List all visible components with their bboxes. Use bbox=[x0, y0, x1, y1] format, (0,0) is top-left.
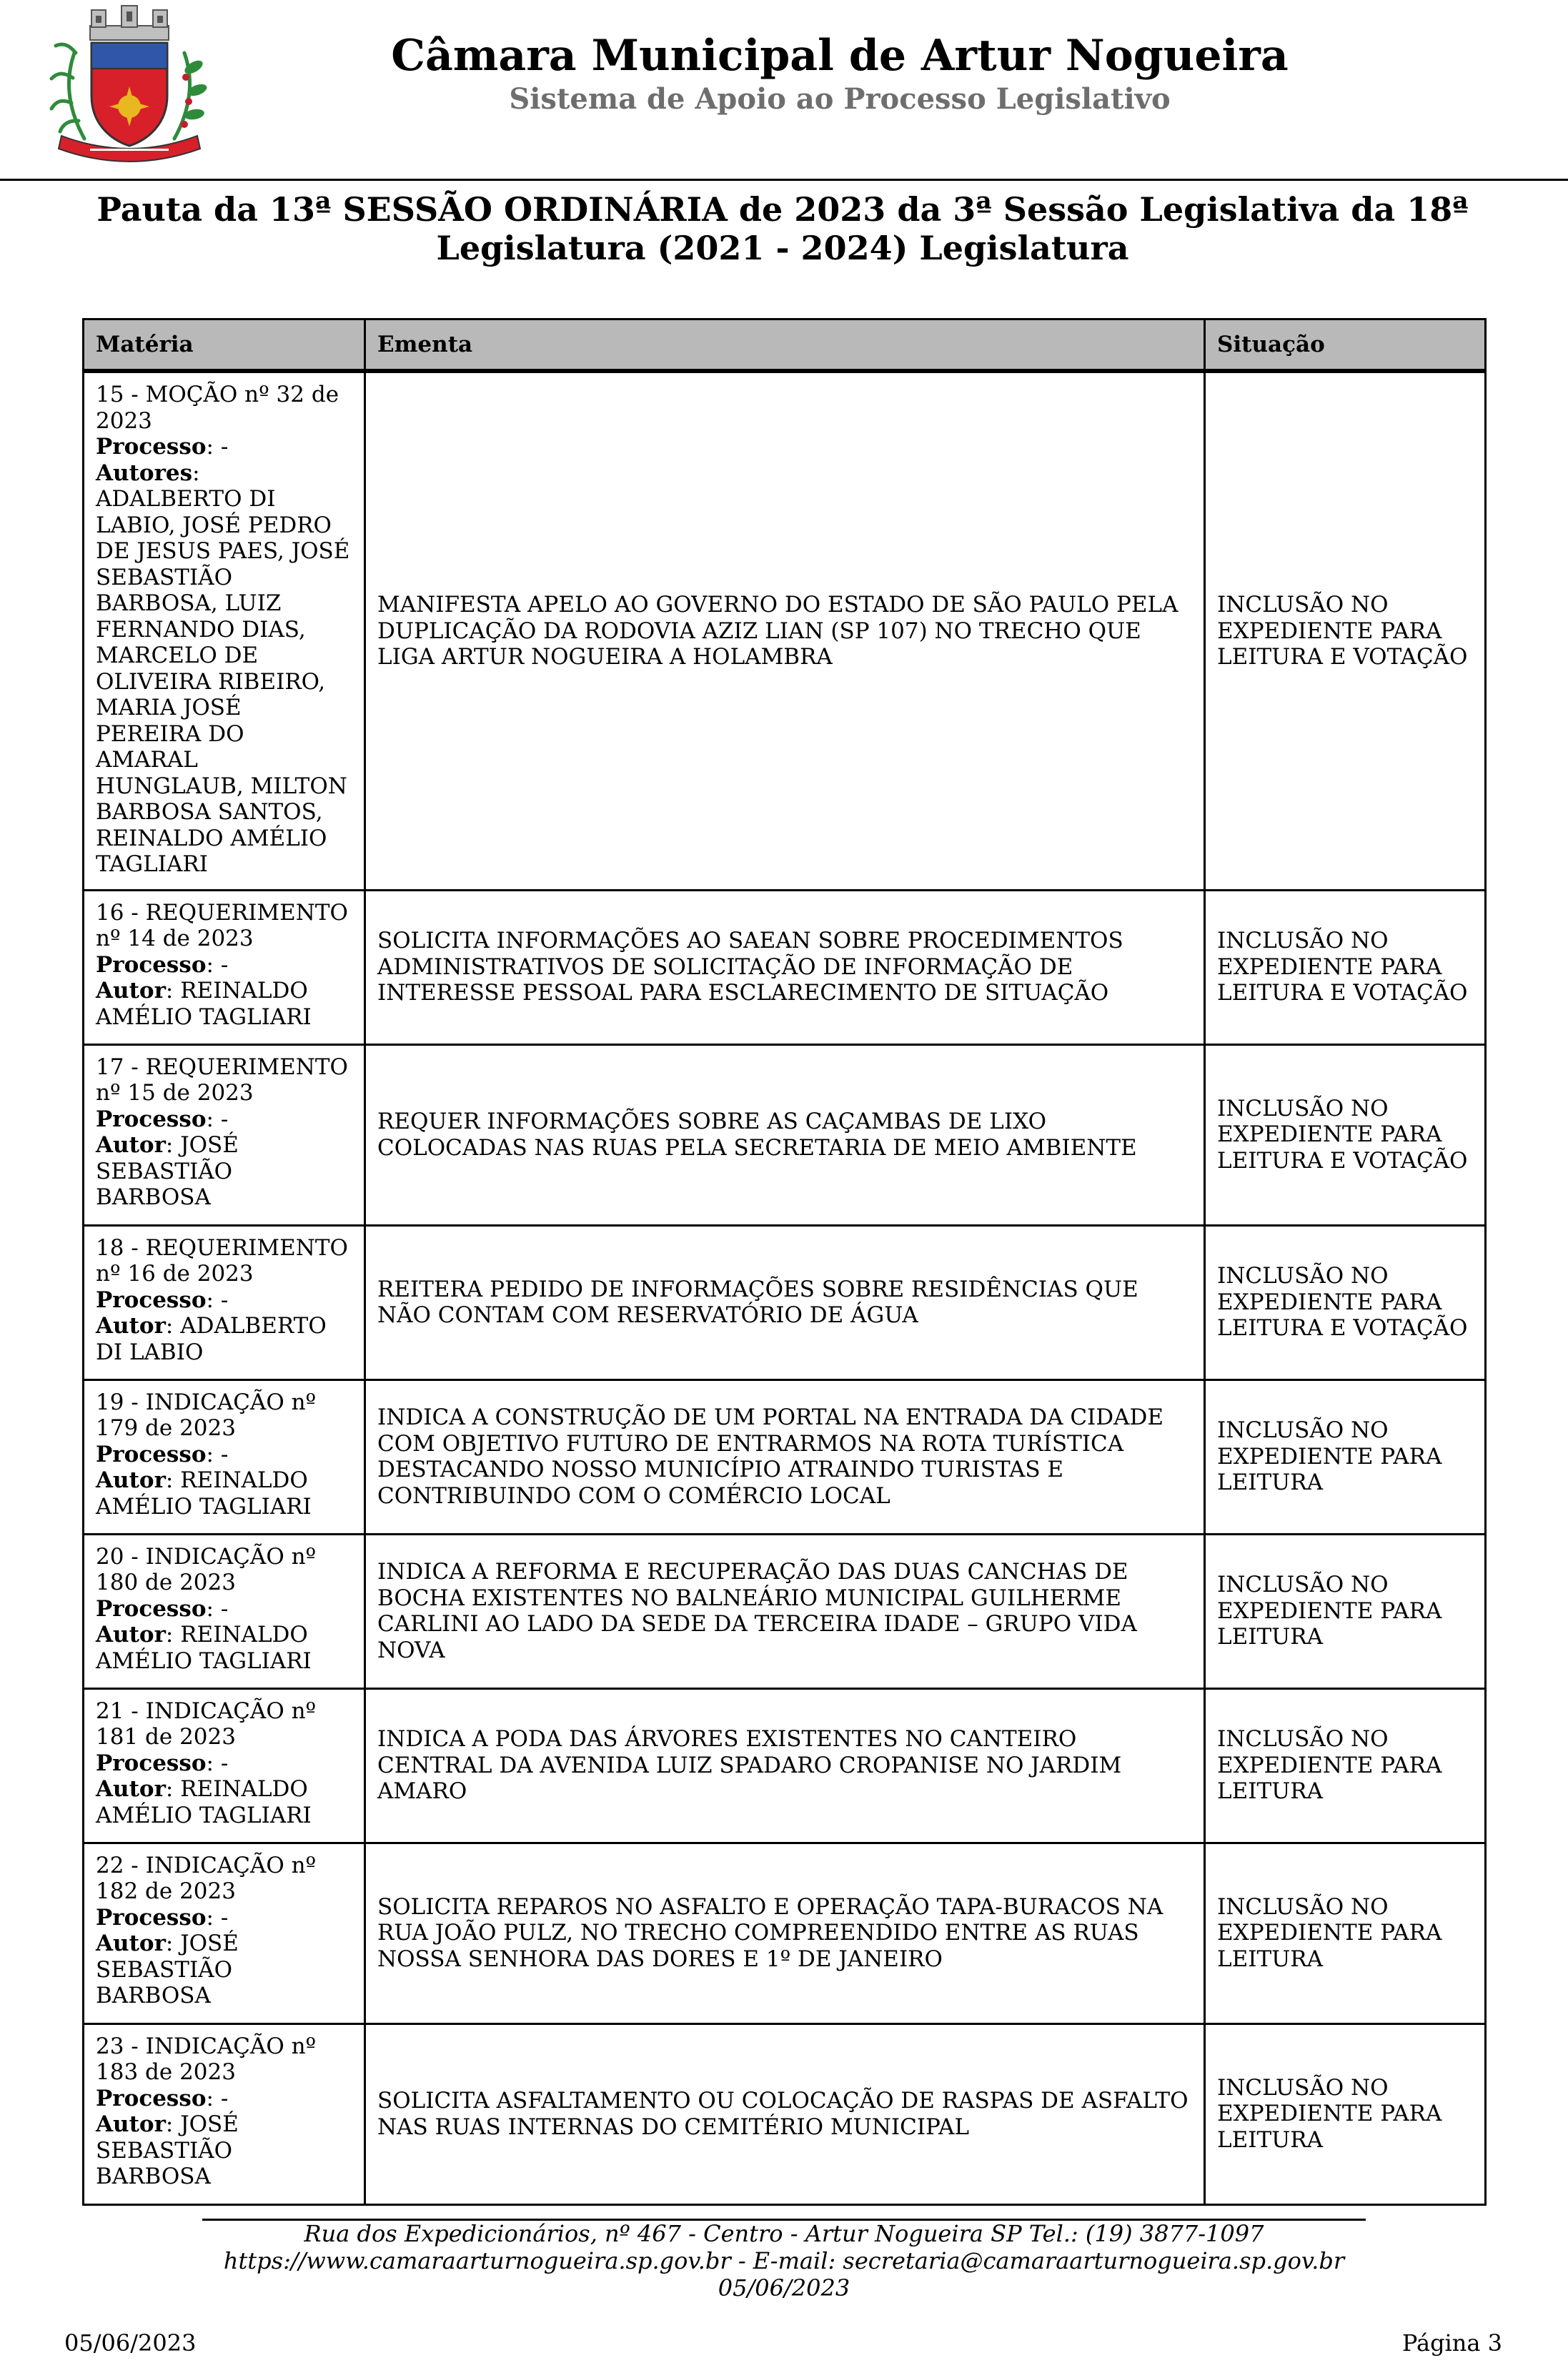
autor-label: Autor bbox=[96, 978, 166, 1004]
materia-title: 20 - INDICAÇÃO nº 180 de 2023 bbox=[96, 1543, 317, 1595]
materia-cell bbox=[84, 1534, 365, 1688]
table-row bbox=[84, 1225, 1486, 1379]
table-row bbox=[84, 1688, 1486, 1843]
table-row bbox=[84, 1843, 1486, 2023]
footer-address: Rua dos Expedicionários, nº 467 - Centro - Artur Nogueira SP Tel.: (19) 3877-1097 https://www.camaraarturnogueira.sp.gov.br - E-mail: secretaria@camaraarturnogueira.sp.gov.br 05/06/2023 bbox=[223, 2220, 1345, 2302]
materia-cell bbox=[84, 1044, 365, 1225]
table-row bbox=[84, 1044, 1486, 1225]
situacao-cell: INCLUSÃO NO EXPEDIENTE PARA LEITURA E VOTAÇÃO bbox=[1205, 890, 1486, 1044]
autor-label: Autor bbox=[96, 1467, 166, 1493]
autor-label: Autor bbox=[96, 1313, 166, 1339]
materia-cell bbox=[84, 1688, 365, 1843]
materia-title: 15 - MOÇÃO nº 32 de 2023 bbox=[96, 382, 339, 434]
municipal-coat-of-arms-icon bbox=[47, 3, 212, 169]
ementa-cell: SOLICITA REPAROS NO ASFALTO E OPERAÇÃO TAPA-BURACOS NA RUA JOÃO PULZ, NO TRECHO COMPREENDIDO ENTRE AS RUAS NOSSA SENHORA DAS DORES E 1º DE JANEIRO bbox=[365, 1843, 1205, 2023]
header-divider bbox=[0, 179, 1568, 181]
materia-cell bbox=[84, 1379, 365, 1534]
autor-value: : JOSÉ SEBASTIÃO BARBOSA bbox=[96, 1931, 239, 2008]
processo-label: Processo bbox=[96, 951, 207, 978]
situacao-cell: INCLUSÃO NO EXPEDIENTE PARA LEITURA E VOTAÇÃO bbox=[1205, 1044, 1486, 1225]
session-agenda-title: Pauta da 13ª SESSÃO ORDINÁRIA de 2023 da 3ª Sessão Legislativa da 18ª Legislatura (2021 - 2024) Legislatura bbox=[96, 190, 1469, 267]
autor-value: : REINALDO AMÉLIO TAGLIARI bbox=[96, 978, 312, 1030]
processo-label: Processo bbox=[96, 1106, 207, 1132]
situacao-cell: INCLUSÃO NO EXPEDIENTE PARA LEITURA bbox=[1205, 2023, 1486, 2204]
materia-title: 19 - INDICAÇÃO nº 179 de 2023 bbox=[96, 1389, 317, 1441]
situacao-cell: INCLUSÃO NO EXPEDIENTE PARA LEITURA bbox=[1205, 1534, 1486, 1688]
autor-value: : REINALDO AMÉLIO TAGLIARI bbox=[96, 1776, 312, 1828]
column-header-materia: Matéria bbox=[84, 319, 365, 372]
ementa-cell: INDICA A REFORMA E RECUPERAÇÃO DAS DUAS CANCHAS DE BOCHA EXISTENTES NO BALNEÁRIO MUNICIPAL GUILHERME CARLINI AO LADO DA SEDE DA TERCEIRA IDADE – GRUPO VIDA NOVA bbox=[365, 1534, 1205, 1688]
materia-title: 16 - REQUERIMENTO nº 14 de 2023 bbox=[96, 899, 348, 951]
processo-value: : - bbox=[206, 1287, 229, 1313]
processo-label: Processo bbox=[96, 1441, 207, 1467]
situacao-cell: INCLUSÃO NO EXPEDIENTE PARA LEITURA E VOTAÇÃO bbox=[1205, 371, 1486, 890]
situacao-cell: INCLUSÃO NO EXPEDIENTE PARA LEITURA bbox=[1205, 1379, 1486, 1534]
processo-label: Processo bbox=[96, 1595, 207, 1622]
ementa-cell: SOLICITA ASFALTAMENTO OU COLOCAÇÃO DE RASPAS DE ASFALTO NAS RUAS INTERNAS DO CEMITÉRIO MUNICIPAL bbox=[365, 2023, 1205, 2204]
materia-title: 21 - INDICAÇÃO nº 181 de 2023 bbox=[96, 1698, 317, 1750]
ementa-cell: SOLICITA INFORMAÇÕES AO SAEAN SOBRE PROCEDIMENTOS ADMINISTRATIVOS DE SOLICITAÇÃO DE INFORMAÇÃO DE INTERESSE PESSOAL PARA ESCLARECIMENTO DE SITUAÇÃO bbox=[365, 890, 1205, 1044]
organization-name: Câmara Municipal de Artur Nogueira bbox=[391, 31, 1289, 81]
materia-cell bbox=[84, 890, 365, 1044]
autor-label: Autor bbox=[96, 1776, 166, 1802]
situacao-cell: INCLUSÃO NO EXPEDIENTE PARA LEITURA bbox=[1205, 1688, 1486, 1843]
materia-title: 18 - REQUERIMENTO nº 16 de 2023 bbox=[96, 1234, 348, 1287]
processo-label: Processo bbox=[96, 1904, 207, 1931]
agenda-table bbox=[82, 318, 1487, 2206]
autor-label: Autor bbox=[96, 1132, 166, 1158]
autor-value: : JOSÉ SEBASTIÃO BARBOSA bbox=[96, 2111, 239, 2189]
system-subtitle: Sistema de Apoio ao Processo Legislativo bbox=[509, 82, 1171, 116]
column-header-ementa: Ementa bbox=[365, 319, 1205, 372]
processo-value: : - bbox=[206, 1595, 229, 1622]
processo-label: Processo bbox=[96, 1750, 207, 1776]
ementa-cell: INDICA A CONSTRUÇÃO DE UM PORTAL NA ENTRADA DA CIDADE COM OBJETIVO FUTURO DE ENTRARMOS NA ROTA TURÍSTICA DESTACANDO NOSSO MUNICÍPIO ATRAINDO TURISTAS E CONTRIBUINDO COM O COMÉRCIO LOCAL bbox=[365, 1379, 1205, 1534]
situacao-cell: INCLUSÃO NO EXPEDIENTE PARA LEITURA bbox=[1205, 1843, 1486, 2023]
ementa-cell: REQUER INFORMAÇÕES SOBRE AS CAÇAMBAS DE LIXO COLOCADAS NAS RUAS PELA SECRETARIA DE MEIO AMBIENTE bbox=[365, 1044, 1205, 1225]
column-header-situacao: Situação bbox=[1205, 319, 1486, 372]
materia-title: 17 - REQUERIMENTO nº 15 de 2023 bbox=[96, 1054, 348, 1106]
autor-value: : JOSÉ SEBASTIÃO BARBOSA bbox=[96, 1132, 239, 1210]
ementa-cell: MANIFESTA APELO AO GOVERNO DO ESTADO DE SÃO PAULO PELA DUPLICAÇÃO DA RODOVIA AZIZ LIAN (SP 107) NO TRECHO QUE LIGA ARTUR NOGUEIRA A HOLAMBRA bbox=[365, 371, 1205, 890]
document-header bbox=[0, 0, 1568, 180]
table-row bbox=[84, 1534, 1486, 1688]
autor-label: Autor bbox=[96, 2111, 166, 2137]
materia-cell bbox=[84, 371, 365, 890]
autor-value: : REINALDO AMÉLIO TAGLIARI bbox=[96, 1622, 312, 1674]
situacao-cell: INCLUSÃO NO EXPEDIENTE PARA LEITURA E VOTAÇÃO bbox=[1205, 1225, 1486, 1379]
processo-value: : - bbox=[206, 951, 229, 978]
ementa-cell: REITERA PEDIDO DE INFORMAÇÕES SOBRE RESIDÊNCIAS QUE NÃO CONTAM COM RESERVATÓRIO DE ÁGUA bbox=[365, 1225, 1205, 1379]
page-number: Página 3 bbox=[1401, 2329, 1502, 2357]
materia-cell bbox=[84, 1843, 365, 2023]
table-header-row bbox=[84, 319, 1486, 372]
processo-value: : - bbox=[206, 1904, 229, 1931]
materia-title: 23 - INDICAÇÃO nº 183 de 2023 bbox=[96, 2033, 317, 2085]
table-row bbox=[84, 890, 1486, 1044]
processo-label: Processo bbox=[96, 434, 207, 460]
autor-value: : ADALBERTO DI LABIO bbox=[96, 1313, 327, 1365]
processo-value: : - bbox=[206, 1750, 229, 1776]
autor-label: Autor bbox=[96, 1622, 166, 1648]
materia-cell bbox=[84, 2023, 365, 2204]
processo-label: Processo bbox=[96, 2085, 207, 2111]
table-row bbox=[84, 371, 1486, 890]
processo-value: : - bbox=[206, 1106, 229, 1132]
processo-value: : - bbox=[206, 2085, 229, 2111]
processo-label: Processo bbox=[96, 1287, 207, 1313]
autor-value: : ADALBERTO DI LABIO, JOSÉ PEDRO DE JESUS PAES, JOSÉ SEBASTIÃO BARBOSA, LUIZ FERNANDO DIAS, MARCELO DE OLIVEIRA RIBEIRO, MARIA JOSÉ PEREIRA DO AMARAL HUNGLAUB, MILTON BARBOSA SANTOS, REINALDO AMÉLIO TAGLIARI bbox=[96, 460, 350, 877]
ementa-cell: INDICA A PODA DAS ÁRVORES EXISTENTES NO CANTEIRO CENTRAL DA AVENIDA LUIZ SPADARO CROPANISE NO JARDIM AMARO bbox=[365, 1688, 1205, 1843]
processo-value: : - bbox=[206, 1441, 229, 1467]
autor-label: Autores bbox=[96, 460, 193, 486]
autor-value: : REINALDO AMÉLIO TAGLIARI bbox=[96, 1467, 312, 1520]
table-row bbox=[84, 2023, 1486, 2204]
processo-value: : - bbox=[206, 434, 229, 460]
autor-label: Autor bbox=[96, 1931, 166, 1956]
materia-title: 22 - INDICAÇÃO nº 182 de 2023 bbox=[96, 1852, 317, 1904]
materia-cell bbox=[84, 1225, 365, 1379]
table-row bbox=[84, 1379, 1486, 1534]
footer-date: 05/06/2023 bbox=[64, 2329, 197, 2357]
